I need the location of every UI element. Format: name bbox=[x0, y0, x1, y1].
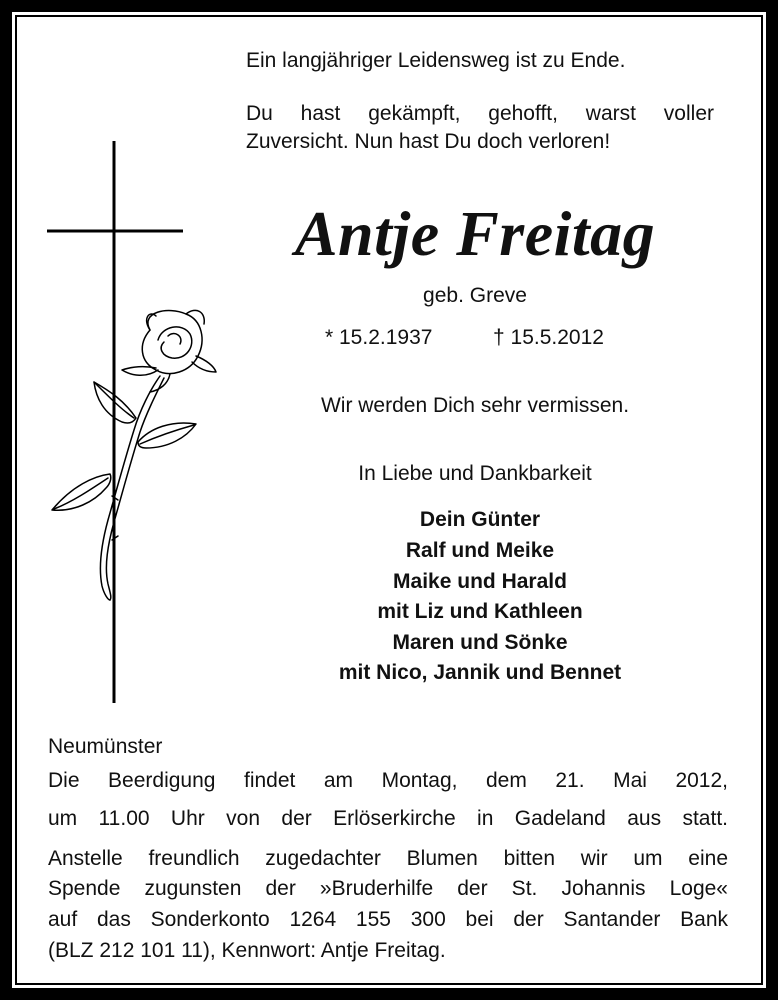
mourner-line-1: Dein Günter bbox=[419, 508, 541, 531]
place-name: Neumünster bbox=[48, 735, 163, 758]
intro-line-3: Zuversicht. Nun hast Du doch verloren! bbox=[246, 130, 611, 153]
intro-line-1: Ein langjähriger Leidensweg ist zu Ende. bbox=[246, 49, 626, 72]
birth-date: * 15.2.1937 bbox=[325, 326, 433, 349]
mourner-line-4: mit Liz und Kathleen bbox=[377, 600, 583, 623]
donation-line-1: Anstelle freundlich zugedachter Blumen bitten wir um eine bbox=[48, 847, 728, 870]
cross-icon bbox=[47, 141, 183, 703]
mourner-line-2: Ralf und Meike bbox=[405, 539, 555, 562]
rose-icon bbox=[52, 310, 216, 600]
funeral-line-1: Die Beerdigung findet am Montag, dem 21. Mai 2012, bbox=[48, 769, 728, 792]
deceased-name: Antje Freitag bbox=[294, 198, 656, 269]
closing-text: In Liebe und Dankbarkeit bbox=[358, 462, 592, 485]
intro-line-2: Du hast gekämpft, gehofft, warst voller bbox=[246, 102, 714, 125]
farewell-text: Wir werden Dich sehr vermissen. bbox=[320, 394, 630, 417]
birth-name: geb. Greve bbox=[423, 284, 527, 307]
funeral-line-2: um 11.00 Uhr von der Erlöserkirche in Gadeland aus statt. bbox=[48, 807, 728, 830]
mourner-line-5: Maren und Sönke bbox=[392, 631, 568, 654]
donation-line-4: (BLZ 212 101 11), Kennwort: Antje Freitag. bbox=[48, 939, 446, 962]
donation-line-2: Spende zugunsten der »Bruderhilfe der St. Johannis Loge« bbox=[48, 877, 728, 900]
mourner-line-3: Maike und Harald bbox=[393, 570, 567, 593]
mourner-line-6: mit Nico, Jannik und Bennet bbox=[338, 661, 622, 684]
donation-line-3: auf das Sonderkonto 1264 155 300 bei der Santander Bank bbox=[48, 908, 728, 931]
death-date: † 15.5.2012 bbox=[493, 326, 604, 349]
